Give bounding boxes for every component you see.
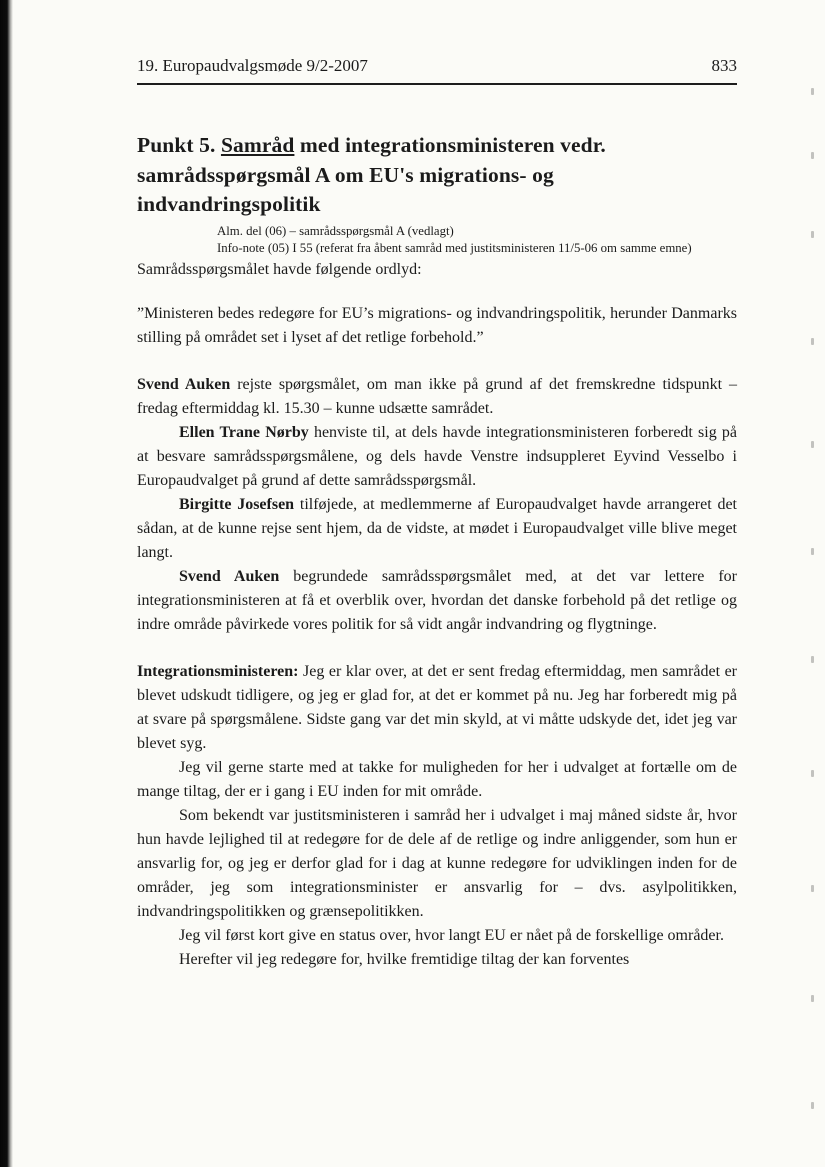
paragraph-text: henviste til, at dels havde integrationsministeren forberedt sig på at besvare samrådsspørgsmålene, og dels havde Venstre indsuppleret Eyvind Vesselbo i Europaudvalget på grund af dette samrådsspørgsmål. [137,423,737,489]
paragraph-text: Som bekendt var justitsministeren i samråd her i udvalget i maj måned sidste år, hvor hun havde lejlighed til at redegøre for de dele af de retlige og indre anliggender, som hun er ansvarlig for, og jeg er derfor glad for i dag at kunne redegøre for udviklingen inden for de områder, jeg som integrationsminister er ansvarlig for – dvs. asylpolitikken, indvandringspolitikken og grænsepolitikken. [137,806,737,920]
scan-speckle [811,152,814,159]
paragraph-text: Herefter vil jeg redegøre for, hvilke fremtidige tiltag der kan forventes [179,950,630,968]
paragraph-text: Jeg vil gerne starte med at takke for muligheden for her i udvalget at fortælle om de mange tiltag, der er i gang i EU inden for mit område. [137,758,737,800]
paragraph-text: tilføjede, at medlemmerne af Europaudvalget havde arrangeret det sådan, at de kunne rejse sent hjem, da de vidste, at mødet i Europaudvalget ville blive meget langt. [137,495,738,561]
speaker-name: Integrationsministeren: [137,662,299,680]
scan-speckle [811,231,814,238]
scan-speckle [811,441,814,448]
paragraph-text: ”Ministeren bedes redegøre for EU’s migrations- og indvandringspolitik, herunder Danmarks stilling på området set i lyset af det retlige forbehold.” [137,304,737,346]
scan-speckle [811,995,814,1002]
scan-speckle [811,88,814,95]
paragraph [137,373,737,421]
scan-speckle-column [811,0,819,1167]
heading-underlined-word: Samråd [220,133,295,157]
paragraph-text: rejste spørgsmålet, om man ikke på grund af det fremskredne tidspunkt – fredag eftermiddag kl. 15.30 – kunne udsætte samrådet. [137,375,737,417]
scan-speckle [811,656,814,663]
note-line: Info-note (05) I 55 (referat fra åbent samråd med justitsministeren 11/5-06 om samme emne) [217,241,692,256]
paragraph [137,948,737,972]
page-content [137,56,737,972]
speaker-name: Birgitte Josefsen [179,495,295,513]
paragraph [137,756,737,804]
header-meeting-title: 19. Europaudvalgsmøde 9/2-2007 [137,56,368,75]
scan-speckle [811,1102,814,1109]
heading-rest: med integrationsministeren vedr. samrådsspørgsmål A om EU's migrations- og indvandringspolitik [137,133,606,217]
header-rule [137,83,737,85]
reference-notes [217,223,737,258]
scan-speckle [811,770,814,777]
scan-speckle [811,885,814,892]
scan-speckle [811,548,814,555]
paragraph-text: begrundede samrådsspørgsmålet med, at det var lettere for integrationsministeren at få et overblik over, hvordan det danske forbehold på det retlige og indre område påvirkede vores politik for så vidt angår indvandring og flygtninge. [137,567,737,633]
speaker-name: Svend Auken [179,567,280,585]
page-header [137,56,737,76]
header-page-number: 833 [711,56,737,75]
paragraph [137,804,737,924]
paragraph [137,924,737,948]
paragraph [137,660,737,756]
paragraph-text: Jeg vil først kort give en status over, hvor langt EU er nået på de forskellige områder. [179,926,724,944]
paragraph [137,493,737,565]
speaker-name: Svend Auken [137,375,231,393]
heading-prefix: Punkt 5. [137,133,221,157]
paragraph-text: Jeg er klar over, at det er sent fredag eftermiddag, men samrådet er blevet udskudt tidligere, og jeg er glad for, at det er kommet på nu. Jeg har forberedt mig på at svare på spørgsmålene. Sidste gang var det min skyld, at vi måtte udskyde det, idet jeg var blevet syg. [137,662,737,752]
quote-paragraph [137,302,737,350]
scan-speckle [811,338,814,345]
note-line: Alm. del (06) – samrådsspørgsmål A (vedlagt) [217,223,454,238]
section-heading [137,131,737,220]
paragraph [137,565,737,637]
speaker-name: Ellen Trane Nørby [179,423,309,441]
paragraph [137,421,737,493]
intro-line: Samrådsspørgsmålet havde følgende ordlyd: [137,260,422,278]
scan-edge-artifact [0,0,13,1167]
